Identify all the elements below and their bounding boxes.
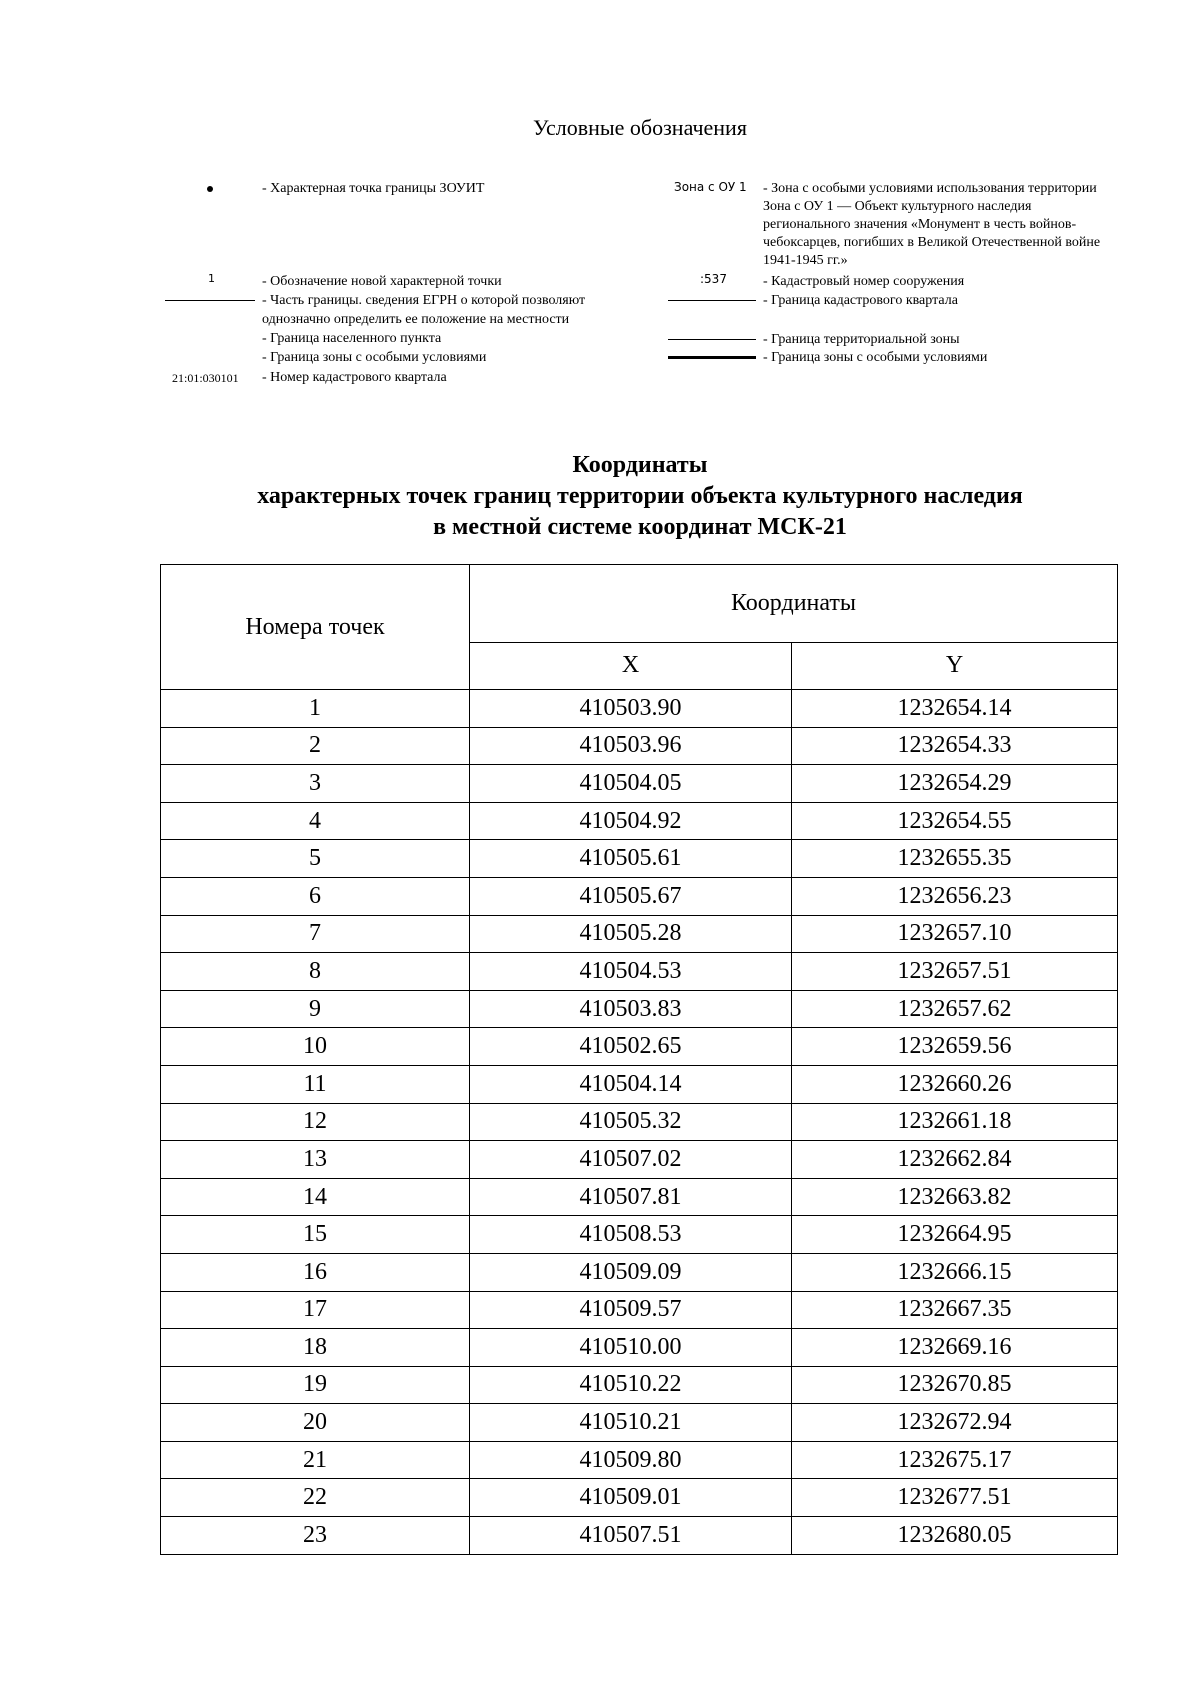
point-number-cell: 18 — [161, 1329, 470, 1367]
table-row — [161, 765, 1118, 803]
header-coordinates: Координаты — [470, 565, 1118, 643]
thin-line-symbol — [668, 339, 756, 340]
legend-symbol-quarter-number: 21:01:030101 — [172, 371, 239, 385]
coordinates-title — [0, 450, 1200, 543]
coord-y-cell: 1232666.15 — [792, 1253, 1118, 1291]
table-row — [161, 1216, 1118, 1254]
coord-y-cell: 1232660.26 — [792, 1065, 1118, 1103]
point-number-cell: 5 — [161, 840, 470, 878]
point-number-cell: 12 — [161, 1103, 470, 1141]
legend-left-4: - Граница населенного пункта — [262, 331, 442, 346]
coord-x-cell: 410507.02 — [470, 1141, 792, 1179]
coord-y-cell: 1232657.62 — [792, 990, 1118, 1028]
coord-y-cell: 1232664.95 — [792, 1216, 1118, 1254]
coord-x-cell: 410504.05 — [470, 765, 792, 803]
coordinates-title-line2: характерных точек границ территории объекта культурного наследия — [257, 483, 1023, 509]
point-number-cell: 11 — [161, 1065, 470, 1103]
coordinates-table-body — [161, 690, 1118, 1555]
table-row — [161, 1291, 1118, 1329]
coord-y-cell: 1232663.82 — [792, 1178, 1118, 1216]
thick-line-symbol — [668, 356, 756, 359]
point-number-cell: 4 — [161, 802, 470, 840]
legend-symbol-structure: :537 — [700, 272, 727, 286]
coord-x-cell: 410505.32 — [470, 1103, 792, 1141]
point-number-cell: 14 — [161, 1178, 470, 1216]
point-number-cell: 21 — [161, 1441, 470, 1479]
point-number-cell: 1 — [161, 690, 470, 728]
legend-right-4: - Граница территориальной зоны — [763, 332, 960, 347]
table-row — [161, 1253, 1118, 1291]
point-number-cell: 7 — [161, 915, 470, 953]
point-number-cell: 9 — [161, 990, 470, 1028]
coord-x-cell: 410509.01 — [470, 1479, 792, 1517]
coord-x-cell: 410507.51 — [470, 1517, 792, 1555]
coord-x-cell: 410510.21 — [470, 1404, 792, 1442]
coord-x-cell: 410507.81 — [470, 1178, 792, 1216]
thin-line-symbol — [165, 300, 255, 301]
coord-y-cell: 1232670.85 — [792, 1366, 1118, 1404]
coordinates-title-line3: в местной системе координат МСК-21 — [433, 514, 847, 540]
coord-y-cell: 1232657.10 — [792, 915, 1118, 953]
coord-x-cell: 410502.65 — [470, 1028, 792, 1066]
coord-x-cell: 410509.57 — [470, 1291, 792, 1329]
coord-y-cell: 1232654.14 — [792, 690, 1118, 728]
coord-x-cell: 410510.00 — [470, 1329, 792, 1367]
table-row — [161, 990, 1118, 1028]
coord-x-cell: 410503.90 — [470, 690, 792, 728]
header-x: X — [470, 642, 792, 689]
point-number-cell: 23 — [161, 1517, 470, 1555]
coord-x-cell: 410503.83 — [470, 990, 792, 1028]
legend-right-1d: чебоксарцев, погибших в Великой Отечественной войне — [763, 235, 1101, 250]
point-number-cell: 15 — [161, 1216, 470, 1254]
coord-x-cell: 410505.28 — [470, 915, 792, 953]
point-number-cell: 8 — [161, 953, 470, 991]
table-row — [161, 1366, 1118, 1404]
point-number-cell: 17 — [161, 1291, 470, 1329]
point-number-cell: 20 — [161, 1404, 470, 1442]
point-number-cell: 13 — [161, 1141, 470, 1179]
legend-left-3b: однозначно определить ее положение на местности — [262, 312, 570, 327]
coordinates-title-line1: Координаты — [572, 452, 708, 478]
coord-x-cell: 410510.22 — [470, 1366, 792, 1404]
table-row — [161, 1517, 1118, 1555]
table-row — [161, 915, 1118, 953]
point-number-cell: 6 — [161, 877, 470, 915]
legend-symbol-point-number: 1 — [208, 272, 215, 285]
legend-left-2: - Обозначение новой характерной точки — [262, 274, 502, 289]
legend-right-1c: регионального значения «Монумент в честь войнов- — [763, 217, 1077, 232]
legend-title: Условные обозначения — [533, 115, 747, 140]
table-row — [161, 1028, 1118, 1066]
coord-x-cell: 410504.53 — [470, 953, 792, 991]
coord-x-cell: 410504.92 — [470, 802, 792, 840]
table-row — [161, 1441, 1118, 1479]
coord-y-cell: 1232662.84 — [792, 1141, 1118, 1179]
table-row — [161, 727, 1118, 765]
point-number-cell: 22 — [161, 1479, 470, 1517]
table-row — [161, 802, 1118, 840]
table-row — [161, 1103, 1118, 1141]
table-row — [161, 690, 1118, 728]
dot-icon — [207, 186, 213, 192]
table-row — [161, 1329, 1118, 1367]
coord-x-cell: 410505.61 — [470, 840, 792, 878]
coord-y-cell: 1232680.05 — [792, 1517, 1118, 1555]
coord-x-cell: 410505.67 — [470, 877, 792, 915]
coord-y-cell: 1232677.51 — [792, 1479, 1118, 1517]
coord-y-cell: 1232655.35 — [792, 840, 1118, 878]
coordinates-table — [160, 564, 1118, 1555]
point-number-cell: 16 — [161, 1253, 470, 1291]
coord-y-cell: 1232675.17 — [792, 1441, 1118, 1479]
coord-y-cell: 1232656.23 — [792, 877, 1118, 915]
legend-right-2: - Кадастровый номер сооружения — [763, 274, 965, 289]
coord-x-cell: 410504.14 — [470, 1065, 792, 1103]
legend-right-1a: - Зона с особыми условиями использования территории — [763, 181, 1097, 196]
coord-y-cell: 1232667.35 — [792, 1291, 1118, 1329]
header-points: Номера точек — [161, 565, 470, 690]
point-number-cell: 2 — [161, 727, 470, 765]
legend-right-3: - Граница кадастрового квартала — [763, 293, 958, 308]
coord-y-cell: 1232654.55 — [792, 802, 1118, 840]
point-number-cell: 19 — [161, 1366, 470, 1404]
legend-symbol-zone: Зона с ОУ 1 — [674, 180, 747, 194]
table-row — [161, 1178, 1118, 1216]
table-row — [161, 953, 1118, 991]
legend-right-5: - Граница зоны с особыми условиями — [763, 350, 988, 365]
coord-x-cell: 410509.80 — [470, 1441, 792, 1479]
legend-left-1: - Характерная точка границы ЗОУИТ — [262, 181, 485, 196]
point-number-cell: 10 — [161, 1028, 470, 1066]
table-row — [161, 1141, 1118, 1179]
legend-right-1b: Зона с ОУ 1 — Объект культурного наследия — [763, 199, 1032, 214]
coord-x-cell: 410503.96 — [470, 727, 792, 765]
legend-left-3: - Часть границы. сведения ЕГРН о которой позволяют — [262, 293, 586, 308]
coord-y-cell: 1232659.56 — [792, 1028, 1118, 1066]
header-y: Y — [792, 642, 1118, 689]
legend-left-5: - Граница зоны с особыми условиями — [262, 350, 487, 365]
coord-y-cell: 1232672.94 — [792, 1404, 1118, 1442]
table-row — [161, 877, 1118, 915]
legend-right-1e: 1941-1945 гг.» — [763, 253, 848, 268]
thin-line-symbol — [668, 300, 756, 301]
table-row — [161, 1065, 1118, 1103]
coord-x-cell: 410508.53 — [470, 1216, 792, 1254]
coord-y-cell: 1232669.16 — [792, 1329, 1118, 1367]
table-row — [161, 1404, 1118, 1442]
point-number-cell: 3 — [161, 765, 470, 803]
coord-y-cell: 1232654.29 — [792, 765, 1118, 803]
coord-y-cell: 1232661.18 — [792, 1103, 1118, 1141]
legend-left-6: - Номер кадастрового квартала — [262, 370, 447, 385]
coord-y-cell: 1232654.33 — [792, 727, 1118, 765]
table-row — [161, 840, 1118, 878]
coord-y-cell: 1232657.51 — [792, 953, 1118, 991]
coord-x-cell: 410509.09 — [470, 1253, 792, 1291]
table-row — [161, 1479, 1118, 1517]
